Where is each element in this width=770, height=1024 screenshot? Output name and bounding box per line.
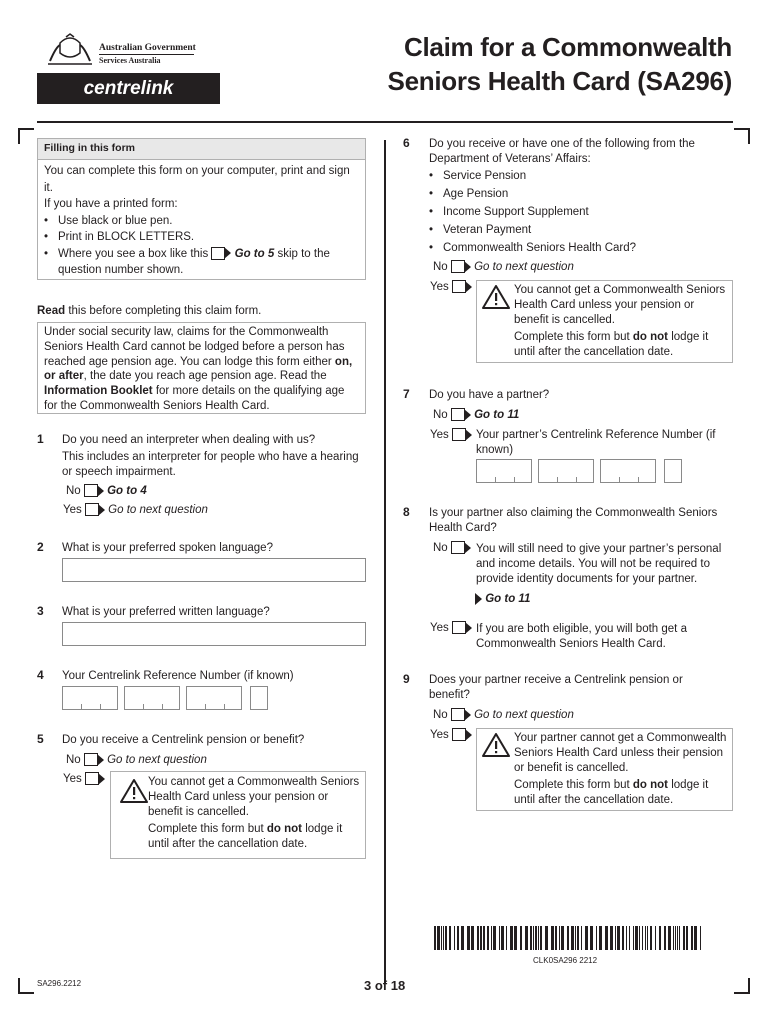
q9-warning: Your partner cannot get a Commonwealth Seniors Health Card unless their pension or benefit is cancelled. Complete this form but do not lodge it until after the cancellation date. — [476, 728, 733, 811]
q9-no-checkbox[interactable] — [451, 708, 465, 721]
q7-yes-checkbox[interactable] — [452, 428, 466, 441]
arrow-icon — [224, 247, 231, 259]
q6-number: 6 — [403, 136, 410, 150]
crn-segment[interactable] — [538, 459, 594, 483]
arrow-icon — [465, 429, 472, 441]
crn-check-digit[interactable] — [664, 459, 682, 483]
arrow-icon — [465, 281, 472, 293]
q1-option-yes[interactable]: Yes Go to next question — [63, 504, 208, 516]
q5-number: 5 — [37, 732, 44, 746]
coat-of-arms-logo — [46, 33, 94, 67]
column-divider — [384, 140, 386, 983]
list-item: • Income Support Supplement — [443, 203, 636, 221]
spoken-language-field[interactable] — [62, 558, 366, 582]
barcode-image — [434, 926, 704, 950]
q8-option-yes[interactable]: Yes — [430, 621, 472, 636]
q1-no-checkbox[interactable] — [84, 484, 98, 497]
government-name: Australian Government — [99, 43, 196, 53]
arrow-icon — [465, 729, 472, 741]
q7-no-checkbox[interactable] — [451, 408, 465, 421]
filling-instructions: You can complete this form on your computer, print and sign it. If you have a printed form: • Use black or blue pen. • Print in BLOCK LETTERS. • Where you see a box like this Go to 5 skip to the question number shown. — [37, 159, 366, 280]
q2-text: What is your preferred spoken language? — [62, 542, 273, 554]
q6-yes-checkbox[interactable] — [452, 280, 466, 293]
q1-text: Do you need an interpreter when dealing with us? This includes an interpreter for people who have a hearing or speech impairment. — [62, 434, 359, 478]
q8-yes-text: If you are both eligible, you will both get a Commonwealth Seniors Health Card. — [476, 623, 687, 650]
q1-number: 1 — [37, 432, 44, 446]
arrow-icon — [475, 593, 482, 605]
q9-text: Does your partner receive a Centrelink pension or benefit? — [429, 674, 683, 701]
q8-number: 8 — [403, 505, 410, 519]
q2-number: 2 — [37, 540, 44, 554]
q7-number: 7 — [403, 387, 410, 401]
list-item: • Age Pension — [443, 185, 636, 203]
q6-option-yes[interactable]: Yes — [430, 280, 472, 295]
q6-option-no[interactable]: No Go to next question — [433, 261, 574, 273]
q7-yes-text: Your partner’s Centrelink Reference Number (if known) — [476, 429, 716, 456]
list-item: • Service Pension — [443, 167, 636, 185]
q8-no-goto: Go to 11 — [476, 592, 530, 607]
arrow-icon — [464, 261, 471, 273]
centrelink-brand: centrelink — [37, 73, 220, 104]
crn-segment[interactable] — [600, 459, 656, 483]
crop-mark — [18, 978, 34, 994]
warning-icon — [481, 284, 511, 310]
q9-number: 9 — [403, 672, 410, 686]
list-item: • Commonwealth Seniors Health Card? — [443, 239, 636, 257]
q9-yes-checkbox[interactable] — [452, 728, 466, 741]
warning-icon — [119, 778, 149, 804]
q6-no-checkbox[interactable] — [451, 260, 465, 273]
arrow-icon — [464, 409, 471, 421]
q7-text: Do you have a partner? — [429, 389, 550, 401]
crop-mark — [18, 128, 34, 144]
q1-yes-checkbox[interactable] — [85, 503, 99, 516]
q5-no-checkbox[interactable] — [84, 753, 98, 766]
q6-warning: You cannot get a Commonwealth Seniors Health Card unless your pension or benefit is cancelled. Complete this form but do not lodge it until after the cancellation date. — [476, 280, 733, 363]
q1-option-no[interactable]: No Go to 4 — [66, 485, 147, 497]
barcode-text: CLK0SA296 2212 — [533, 956, 598, 965]
written-language-field[interactable] — [62, 622, 366, 646]
q5-yes-checkbox[interactable] — [85, 772, 99, 785]
q9-option-yes[interactable]: Yes — [430, 728, 472, 743]
arrow-icon — [465, 622, 472, 634]
arrow-icon — [464, 542, 471, 554]
q8-option-no[interactable]: No — [433, 541, 471, 556]
arrow-icon — [97, 485, 104, 497]
crop-mark — [734, 128, 750, 144]
q9-option-no[interactable]: No Go to next question — [433, 709, 574, 721]
gov-divider — [99, 54, 194, 55]
filling-heading: Filling in this form — [37, 138, 366, 160]
warning-icon — [481, 732, 511, 758]
q8-no-text: You will still need to give your partner’s personal and income details. You will not be required to provide identity documents for your partner. — [476, 543, 722, 585]
q5-option-no[interactable]: No Go to next question — [66, 754, 207, 766]
crn-segment[interactable] — [186, 686, 242, 710]
q3-text: What is your preferred written language? — [62, 606, 270, 618]
crop-mark — [734, 978, 750, 994]
q8-text: Is your partner also claiming the Commonwealth Seniors Health Card? — [429, 507, 718, 534]
example-box — [211, 247, 225, 260]
page-title: Claim for a Commonwealth Seniors Health Card (SA296) — [387, 32, 732, 96]
q5-warning: You cannot get a Commonwealth Seniors Health Card unless your pension or benefit is cancelled. Complete this form but do not lodge it until after the cancellation date. — [110, 771, 366, 859]
q7-option-no[interactable]: No Go to 11 — [433, 409, 520, 421]
q8-yes-checkbox[interactable] — [452, 621, 466, 634]
crn-check-digit[interactable] — [250, 686, 268, 710]
q3-number: 3 — [37, 604, 44, 618]
arrow-icon — [98, 773, 105, 785]
q8-no-checkbox[interactable] — [451, 541, 465, 554]
list-item: • Veteran Payment — [443, 221, 636, 239]
q5-option-yes[interactable]: Yes — [63, 772, 105, 787]
q6-list — [429, 167, 636, 257]
q5-text: Do you receive a Centrelink pension or benefit? — [62, 734, 305, 746]
q4-number: 4 — [37, 668, 44, 682]
page-number: 3 of 18 — [364, 978, 406, 993]
q6-text: Do you receive or have one of the following from the Department of Veterans’ Affairs: — [429, 138, 695, 165]
read-heading: Read this before completing this claim form. — [37, 305, 262, 317]
crn-segment[interactable] — [62, 686, 118, 710]
read-notice: Under social security law, claims for the Commonwealth Seniors Health Card cannot be lodged before a person has reached age pension age. You can lodge this form either on, or after, the date you reach age pension age. Read the Information Booklet for more details on the qualifying age for the Commonwealth Seniors Health Card. — [37, 322, 366, 414]
q4-text: Your Centrelink Reference Number (if known) — [62, 670, 294, 682]
arrow-icon — [98, 504, 105, 516]
agency-name: Services Australia — [99, 56, 161, 65]
arrow-icon — [97, 754, 104, 766]
crn-segment[interactable] — [124, 686, 180, 710]
form-code: SA296.2212 — [37, 979, 82, 988]
arrow-icon — [464, 709, 471, 721]
crn-segment[interactable] — [476, 459, 532, 483]
q7-option-yes[interactable]: Yes — [430, 428, 472, 443]
header-rule — [37, 121, 733, 123]
